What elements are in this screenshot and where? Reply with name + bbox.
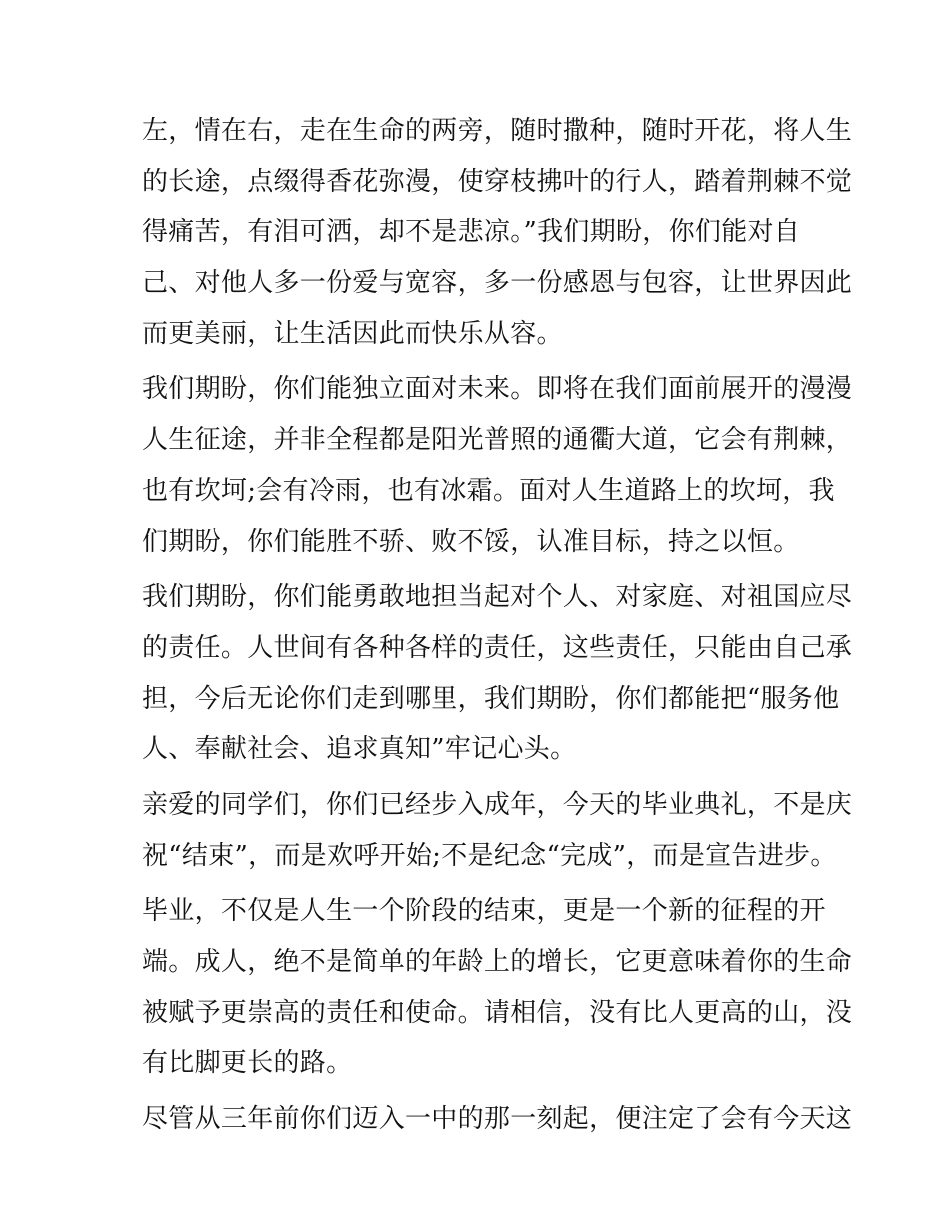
text-line: 亲爱的同学们，你们已经步入成年，今天的毕业典礼，不是庆: [142, 789, 853, 820]
text-line: 的责任。人世间有各种各样的责任，这些责任，只能由自己承: [142, 632, 853, 663]
text-line: 端。成人，绝不是简单的年龄上的增长，它更意味着你的生命: [142, 947, 853, 977]
text-line: 毕业，不仅是人生一个阶段的结束，更是一个新的征程的开: [142, 896, 826, 927]
text-line: 而更美丽，让生活因此而快乐从容。: [142, 318, 563, 349]
text-line: 人生征途，并非全程都是阳光普照的通衢大道，它会有荆棘，: [142, 425, 853, 456]
text-line: 担，今后无论你们走到哪里，我们期盼，你们都能把“服务他: [142, 683, 840, 714]
paragraph-4: [142, 780, 853, 881]
text-line: 也有坎坷;会有冷雨，也有冰霜。面对人生道路上的坎坷，我: [142, 475, 835, 506]
paragraph-3: [142, 572, 853, 775]
paragraph-6: [142, 1094, 853, 1145]
text-line: 的长途，点缀得香花弥漫，使穿枝拂叶的行人，踏着荆棘不觉: [142, 166, 853, 197]
text-line: 被赋予更崇高的责任和使命。请相信，没有比人更高的山，没: [142, 997, 853, 1028]
text-line: 得痛苦，有泪可洒，却不是悲凉。”我们期盼，你们能对自: [142, 217, 801, 248]
text-line: 尽管从三年前你们迈入一中的那一刻起，便注定了会有今天这: [142, 1104, 853, 1135]
text-line: 我们期盼，你们能独立面对未来。即将在我们面前展开的漫漫: [142, 374, 853, 405]
text-line: 们期盼，你们能胜不骄、败不馁，认准目标，持之以恒。: [142, 526, 800, 557]
text-line: 人、奉献社会、追求真知”牢记心头。: [142, 734, 577, 765]
text-line: 我们期盼，你们能勇敢地担当起对个人、对家庭、对祖国应尽: [142, 582, 853, 613]
paragraph-5: [142, 886, 853, 1089]
document-body: [142, 106, 853, 1150]
text-line: 左，情在右，走在生命的两旁，随时撒种，随时开花，将人生: [142, 116, 853, 146]
paragraph-2: [142, 364, 853, 567]
text-line: 己、对他人多一份爱与宽容，多一份感恩与包容，让世界因此: [142, 268, 853, 299]
text-line: 有比脚更长的路。: [142, 1048, 353, 1079]
text-line: 祝“结束”，而是欢呼开始;不是纪念“完成”，而是宣告进步。: [142, 840, 837, 871]
paragraph-1: [142, 106, 853, 359]
